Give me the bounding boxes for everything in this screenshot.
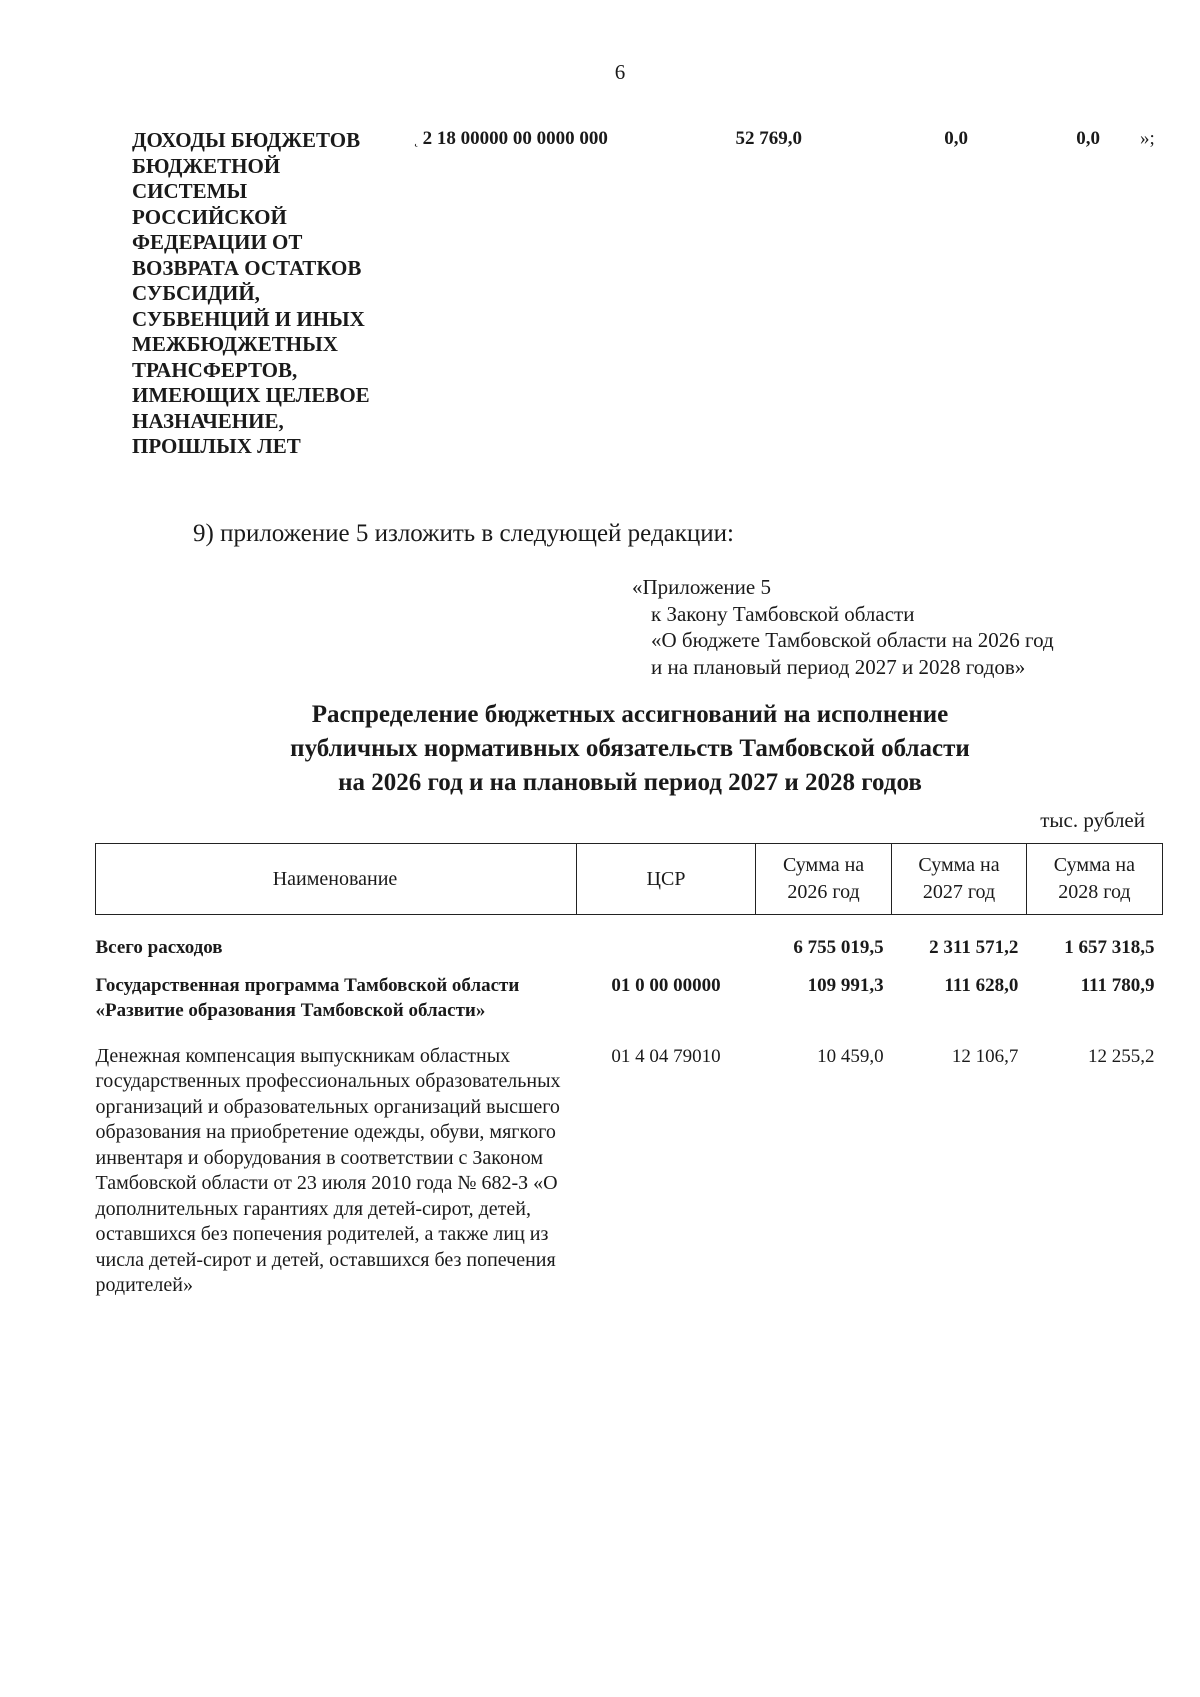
previous-row-2027: 0,0 — [944, 128, 968, 149]
row-2028: 12 255,2 — [1088, 1045, 1155, 1067]
previous-row-code-value: 2 18 00000 00 0000 000 — [422, 128, 608, 149]
row-name: Всего расходов — [95, 937, 223, 958]
header-sum-2028-l1: Сумма на — [1053, 854, 1136, 876]
row-2027: 111 628,0 — [944, 974, 1019, 996]
header-sum-2026-l2: 2026 год — [787, 881, 860, 903]
row-2027: 12 106,7 — [951, 1045, 1019, 1067]
header-sum-2026-l1: Сумма на — [782, 854, 865, 876]
row-2028: 111 780,9 — [1080, 974, 1155, 996]
header-sum-2028 — [1026, 844, 1162, 915]
appendix-line-4: и на плановый период 2027 и 2028 годов» — [651, 654, 1026, 679]
table-row — [96, 1024, 1163, 1299]
table-row — [96, 915, 1163, 961]
row-2026: 10 459,0 — [817, 1045, 884, 1067]
previous-row-2028: 0,0 — [1076, 128, 1100, 149]
title-line-3: на 2026 год и на плановый период 2027 и 2028 годов — [338, 769, 922, 796]
row-2027: 2 311 571,2 — [929, 937, 1019, 958]
row-2026: 109 991,3 — [807, 974, 884, 996]
units-label: тыс. рублей — [1040, 808, 1145, 832]
appendix-header — [632, 574, 1054, 680]
page-number: 6 — [614, 60, 626, 84]
appendix-line-1: «Приложение 5 — [632, 575, 771, 599]
appropriations-table — [95, 843, 1163, 1299]
previous-row-name: ДОХОДЫ БЮДЖЕТОВ БЮДЖЕТНОЙ СИСТЕМЫ РОССИЙСКОЙ ФЕДЕРАЦИИ ОТ ВОЗВРАТА ОСТАТКОВ СУБСИДИЙ, СУБВЕНЦИЙ И ИНЫХ МЕЖБЮДЖЕТНЫХ ТРАНСФЕРТОВ, ИМЕЮЩИХ ЦЕЛЕВОЕ НАЗНАЧЕНИЕ, ПРОШЛЫХ ЛЕТ — [132, 128, 370, 458]
row-code — [577, 915, 756, 961]
row-2028: 1 657 318,5 — [1064, 937, 1155, 958]
header-sum-2027 — [892, 844, 1027, 915]
header-sum-2027-l1: Сумма на — [918, 854, 1000, 876]
title-line-1: Распределение бюджетных ассигнований на исполнение — [311, 701, 949, 728]
row-name: Денежная компенсация выпускникам областных государственных профессиональных образовательных организаций и образовательных организаций высшего образования на приобретение одежды, обуви, мягкого инвентаря и оборудования в соответствии с Законом Тамбовской области от 23 июля 2010 года № 682-З «О дополнительных гарантиях для детей-сирот, детей, оставшихся без попечения родителей, а также лиц из числа детей-сирот и детей, оставшихся без попечения родителей» — [95, 1044, 561, 1296]
header-code: ЦСР — [577, 844, 756, 915]
document-title — [160, 698, 1100, 800]
title-line-2: публичных нормативных обязательств Тамбовской области — [290, 735, 970, 762]
appendix-line-2: к Закону Тамбовской области — [651, 601, 915, 626]
header-sum-2028-l2: 2028 год — [1058, 881, 1131, 903]
instruction-text: 9) приложение 5 изложить в следующей редакции: — [193, 520, 734, 547]
closing-quote: »; — [1140, 128, 1155, 149]
header-name: Наименование — [96, 844, 577, 915]
table-row — [96, 961, 1163, 1024]
table-header-row — [96, 844, 1163, 915]
row-code: 01 4 04 79010 — [611, 1045, 721, 1067]
previous-row-2026: 52 769,0 — [735, 128, 802, 149]
row-name: Государственная программа Тамбовской области «Развитие образования Тамбовской области» — [95, 974, 520, 1021]
previous-row-code — [414, 128, 608, 150]
row-2026: 6 755 019,5 — [793, 937, 884, 958]
header-sum-2027-l2: 2027 год — [922, 881, 996, 903]
header-sum-2026 — [756, 844, 892, 915]
code-mark: ˛ — [414, 133, 419, 148]
row-code: 01 0 00 00000 — [611, 974, 721, 996]
appendix-line-3: «О бюджете Тамбовской области на 2026 год — [651, 628, 1054, 652]
